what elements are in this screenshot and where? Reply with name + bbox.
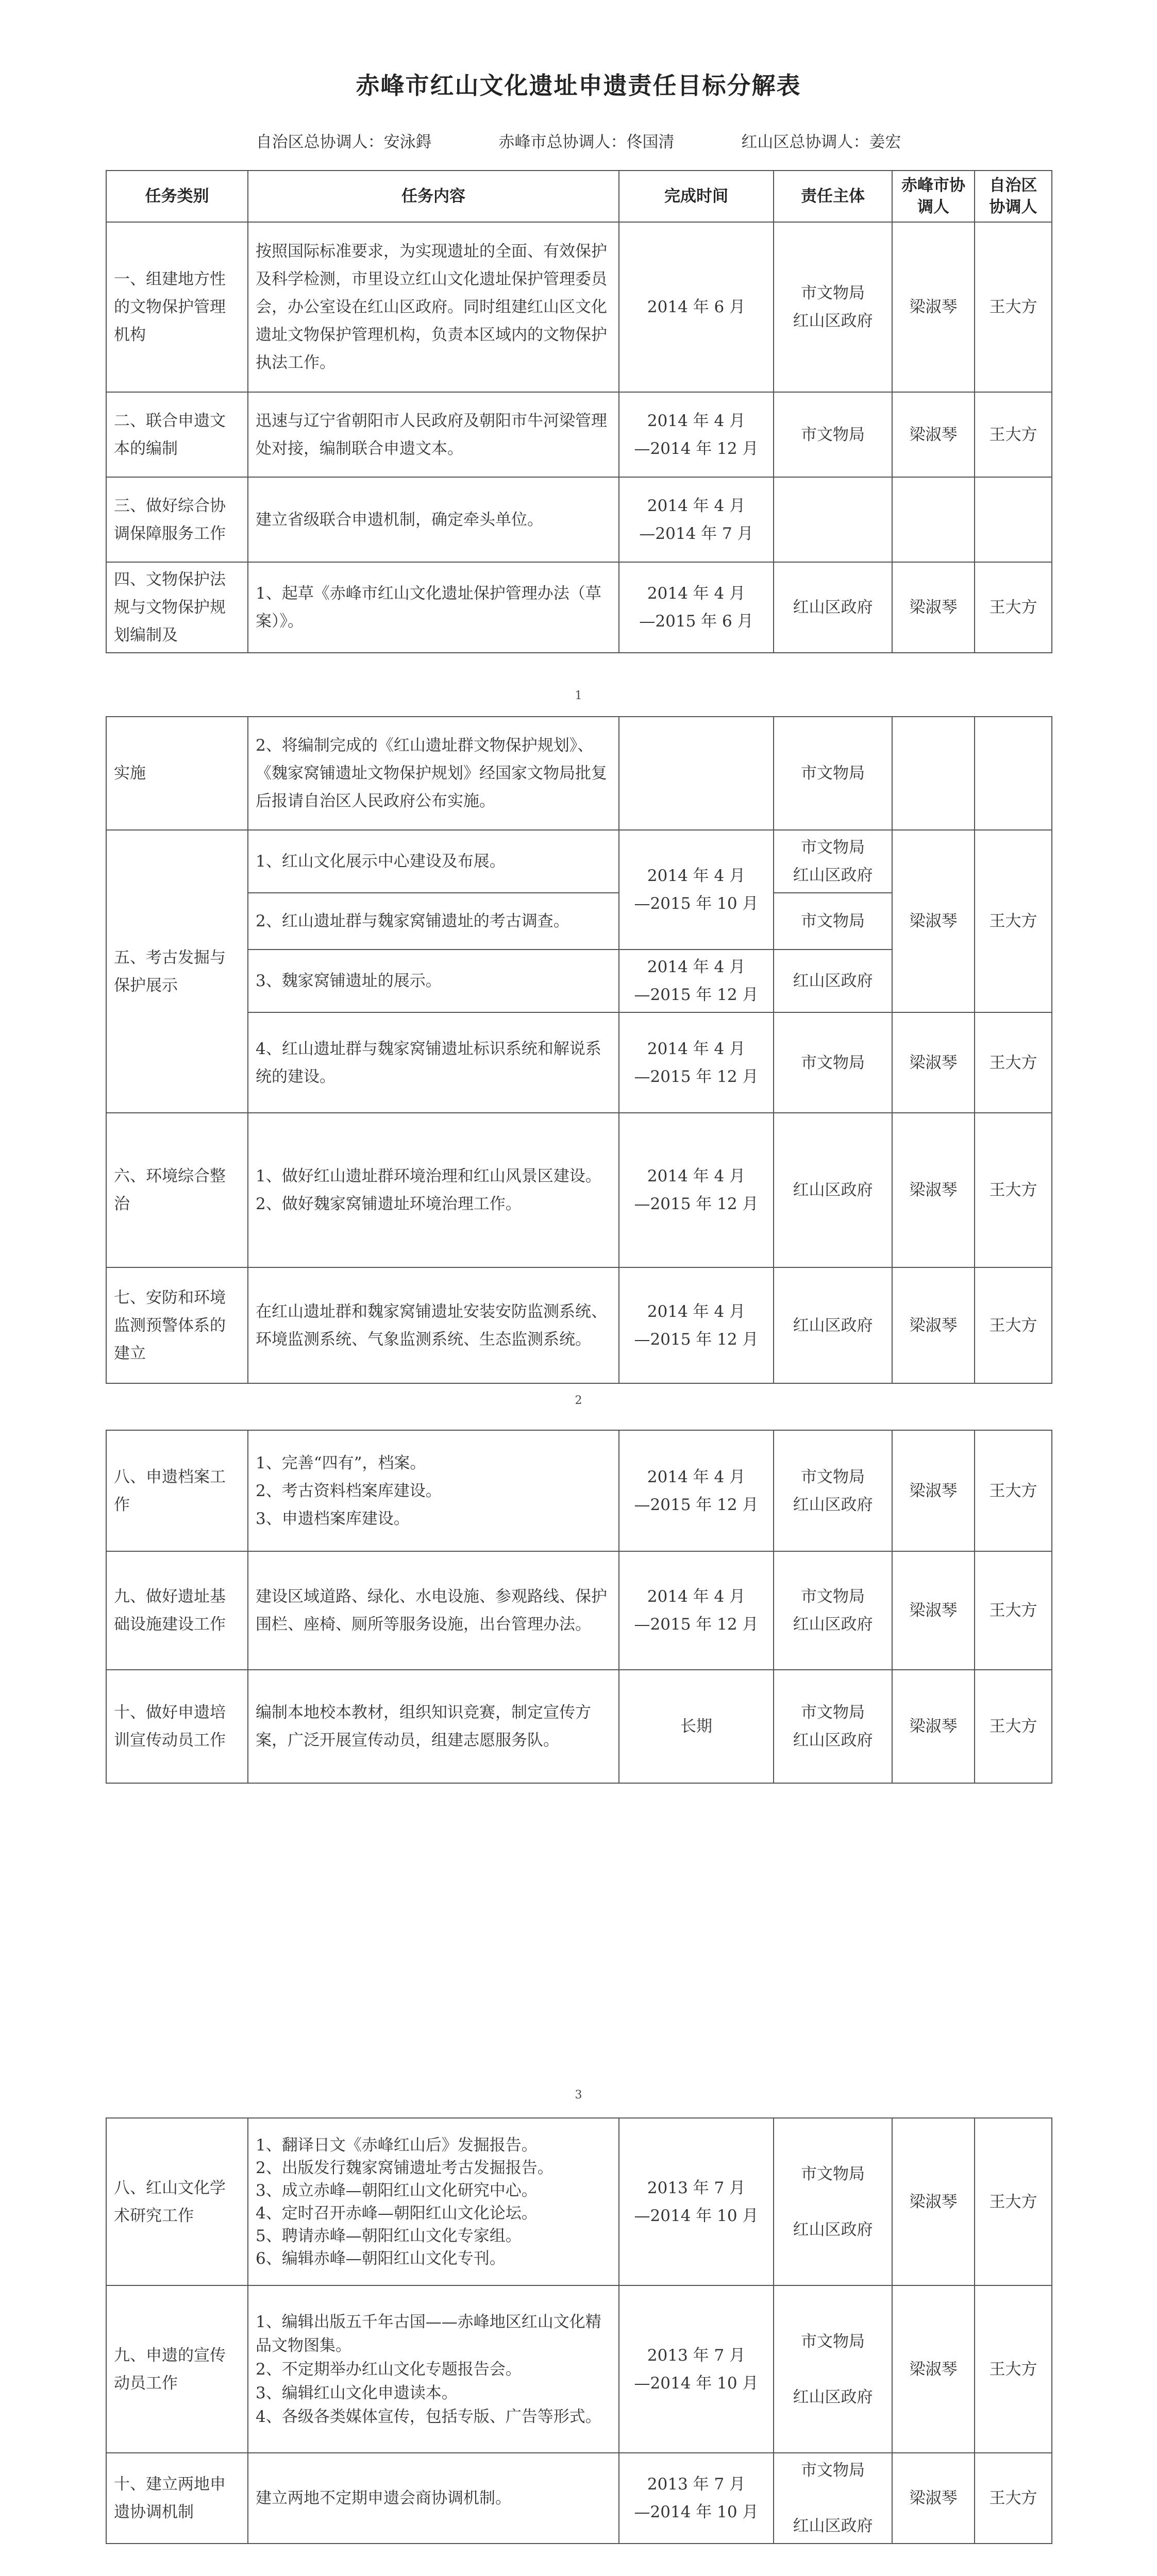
page-number: 1: [575, 689, 582, 702]
task-city-coordinator: 梁淑琴: [892, 2118, 975, 2285]
task-content: 1、编辑出版五千年古国——赤峰地区红山文化精品文物图集。 2、不定期举办红山文化专题报告会。 3、编辑红山文化申遗读本。 4、各级各类媒体宣传，包括专版、广告等形式。: [248, 2285, 619, 2453]
task-content: [248, 1113, 619, 1267]
task-content: 建设区域道路、绿化、水电设施、参观路线、保护围栏、座椅、厕所等服务设施，出台管理办法。: [248, 1551, 619, 1670]
task-content: 4、红山遗址群与魏家窝铺遗址标识系统和解说系统的建设。: [248, 1012, 619, 1113]
table-row: [106, 2285, 1052, 2453]
region-coordinator: 自治区总协调人：安泳鍀: [256, 133, 432, 151]
task-table-page-2: [106, 716, 1052, 1384]
task-responsible: 红山区政府: [774, 1113, 892, 1267]
task-category: 四、文物保护法规与文物保护规划编制及: [106, 562, 248, 653]
task-region-coordinator: 王大方: [975, 2118, 1052, 2285]
task-responsible: 红山区政府: [774, 950, 892, 1012]
task-responsible: 市文物局: [774, 1012, 892, 1113]
table-row: [106, 477, 1052, 562]
header-time: 完成时间: [619, 171, 774, 222]
task-content: 2、红山遗址群与魏家窝铺遗址的考古调查。: [248, 893, 619, 950]
task-content: 迅速与辽宁省朝阳市人民政府及朝阳市牛河梁管理处对接，编制联合申遗文本。: [248, 392, 619, 477]
city-coordinator: 赤峰市总协调人：佟国清: [498, 133, 675, 151]
table-row: [106, 1670, 1052, 1783]
task-table-page-3: [106, 1430, 1052, 1784]
header-responsible: 责任主体: [774, 171, 892, 222]
table-row: [106, 1113, 1052, 1267]
task-content: 在红山遗址群和魏家窝铺遗址安装安防监测系统、环境监测系统、气象监测系统、生态监测系统。: [248, 1267, 619, 1383]
page-number: 3: [575, 2089, 582, 2102]
task-table-page-1: [106, 170, 1052, 653]
header-category: 任务类别: [106, 171, 248, 222]
task-category: 六、环境综合整治: [106, 1113, 248, 1267]
task-time: 2014 年 4 月 —2015 年 12 月: [619, 1012, 774, 1113]
task-responsible: 红山区政府: [774, 1267, 892, 1383]
task-content: 3、魏家窝铺遗址的展示。: [248, 950, 619, 1012]
table-row: [106, 717, 1052, 830]
task-region-coordinator: [975, 477, 1052, 562]
task-table-page-4: [106, 2117, 1052, 2544]
header-content: 任务内容: [248, 171, 619, 222]
task-responsible: 市文物局: [774, 717, 892, 830]
district-coordinator: 红山区总协调人：姜宏: [741, 133, 901, 151]
task-category: 八、申遗档案工作: [106, 1430, 248, 1551]
task-time: 2013 年 7 月 —2014 年 10 月: [619, 2453, 774, 2544]
task-time: [619, 717, 774, 830]
table-row: [106, 1267, 1052, 1383]
task-region-coordinator: 王大方: [975, 1267, 1052, 1383]
task-city-coordinator: [892, 477, 975, 562]
table-row: [106, 1012, 1052, 1113]
task-city-coordinator: 梁淑琴: [892, 1267, 975, 1383]
table-row: [106, 392, 1052, 477]
task-category: 七、安防和环境监测预警体系的建立: [106, 1267, 248, 1383]
task-city-coordinator: [892, 717, 975, 830]
task-city-coordinator: 梁淑琴: [892, 2453, 975, 2544]
task-time: 2014 年 4 月 —2014 年 12 月: [619, 392, 774, 477]
task-responsible: 红山区政府: [774, 562, 892, 653]
task-city-coordinator: 梁淑琴: [892, 830, 975, 1012]
task-content: 1、起草《赤峰市红山文化遗址保护管理办法（草案）》。: [248, 562, 619, 653]
table-header-row: [106, 171, 1052, 222]
task-time: 2014 年 4 月 —2015 年 6 月: [619, 562, 774, 653]
task-region-coordinator: 王大方: [975, 562, 1052, 653]
task-content: 建立省级联合申遗机制，确定牵头单位。: [248, 477, 619, 562]
task-region-coordinator: 王大方: [975, 1113, 1052, 1267]
task-city-coordinator: 梁淑琴: [892, 2285, 975, 2453]
task-region-coordinator: 王大方: [975, 2285, 1052, 2453]
task-responsible: 市文物局: [774, 392, 892, 477]
task-responsible: [774, 477, 892, 562]
task-region-coordinator: 王大方: [975, 1430, 1052, 1551]
task-responsible: 市文物局 红山区政府: [774, 222, 892, 392]
task-city-coordinator: 梁淑琴: [892, 1551, 975, 1670]
task-content: 编制本地校本教材，组织知识竞赛，制定宣传方案，广泛开展宣传动员，组建志愿服务队。: [248, 1670, 619, 1783]
task-content: 2、将编制完成的《红山遗址群文物保护规划》、《魏家窝铺遗址文物保护规划》经国家文物局批复后报请自治区人民政府公布实施。: [248, 717, 619, 830]
task-region-coordinator: 王大方: [975, 1012, 1052, 1113]
task-city-coordinator: 梁淑琴: [892, 1113, 975, 1267]
task-responsible: 市文物局: [774, 893, 892, 950]
task-category: 九、做好遗址基础设施建设工作: [106, 1551, 248, 1670]
table-row: [106, 562, 1052, 653]
task-time: 2014 年 4 月 —2015 年 12 月: [619, 1551, 774, 1670]
task-time: 2014 年 4 月 —2015 年 12 月: [619, 1267, 774, 1383]
table-row: [106, 830, 1052, 893]
task-region-coordinator: [975, 717, 1052, 830]
task-region-coordinator: 王大方: [975, 1670, 1052, 1783]
task-region-coordinator: 王大方: [975, 2453, 1052, 2544]
document-title: 赤峰市红山文化遗址申遗责任目标分解表: [356, 72, 801, 99]
task-city-coordinator: 梁淑琴: [892, 1430, 975, 1551]
task-category: 十、做好申遗培训宣传动员工作: [106, 1670, 248, 1783]
table-row: [106, 1551, 1052, 1670]
task-time: 2014 年 6 月: [619, 222, 774, 392]
task-city-coordinator: 梁淑琴: [892, 222, 975, 392]
task-time: 长期: [619, 1670, 774, 1783]
task-region-coordinator: 王大方: [975, 830, 1052, 1012]
task-responsible: 市文物局 红山区政府: [774, 1670, 892, 1783]
task-city-coordinator: 梁淑琴: [892, 1670, 975, 1783]
task-time: 2013 年 7 月 —2014 年 10 月: [619, 2285, 774, 2453]
task-category: 八、红山文化学术研究工作: [106, 2118, 248, 2285]
task-category: 九、申遗的宣传动员工作: [106, 2285, 248, 2453]
task-city-coordinator: 梁淑琴: [892, 1012, 975, 1113]
coordinators-line: [0, 129, 1157, 152]
task-responsible: 市文物局 红山区政府: [774, 830, 892, 893]
table-row: [106, 222, 1052, 392]
task-time: 2013 年 7 月 —2014 年 10 月: [619, 2118, 774, 2285]
header-region-coordinator: 自治区协调人: [975, 171, 1052, 222]
task-content: 1、红山文化展示中心建设及布展。: [248, 830, 619, 893]
task-category: 二、联合申遗文本的编制: [106, 392, 248, 477]
page-number: 2: [575, 1394, 582, 1407]
table-row: [106, 1430, 1052, 1551]
task-time: 2014 年 4 月 —2015 年 12 月: [619, 950, 774, 1012]
task-content: 按照国际标准要求，为实现遗址的全面、有效保护及科学检测，市里设立红山文化遗址保护管理委员会，办公室设在红山区政府。同时组建红山区文化遗址文物保护管理机构，负责本区域内的文物保护执法工作。: [248, 222, 619, 392]
task-region-coordinator: 王大方: [975, 222, 1052, 392]
task-responsible: 市文物局 红山区政府: [774, 2118, 892, 2285]
task-category: 实施: [106, 717, 248, 830]
task-category: 十、建立两地申遗协调机制: [106, 2453, 248, 2544]
task-time: 2014 年 4 月 —2015 年 12 月: [619, 1430, 774, 1551]
task-responsible: 市文物局 红山区政府: [774, 2285, 892, 2453]
task-time: 2014 年 4 月 —2015 年 10 月: [619, 830, 774, 950]
task-content-item: 2、做好魏家窝铺遗址环境治理工作。: [256, 1195, 522, 1213]
task-responsible: 市文物局 红山区政府: [774, 1551, 892, 1670]
task-content: 建立两地不定期申遗会商协调机制。: [248, 2453, 619, 2544]
task-category: 三、做好综合协调保障服务工作: [106, 477, 248, 562]
task-responsible: 市文物局 红山区政府: [774, 1430, 892, 1551]
task-responsible: 市文物局 红山区政府: [774, 2453, 892, 2544]
table-row: [106, 2453, 1052, 2544]
task-content: 1、翻译日文《赤峰红山后》发掘报告。 2、出版发行魏家窝铺遗址考古发掘报告。 3、成立赤峰—朝阳红山文化研究中心。 4、定时召开赤峰—朝阳红山文化论坛。 5、聘请赤峰—朝阳红山文化专家组。 6、编辑赤峰—朝阳红山文化专刊。: [248, 2118, 619, 2285]
task-time: 2014 年 4 月 —2015 年 12 月: [619, 1113, 774, 1267]
task-city-coordinator: 梁淑琴: [892, 392, 975, 477]
task-region-coordinator: 王大方: [975, 1551, 1052, 1670]
header-city-coordinator: 赤峰市协调人: [892, 171, 975, 222]
task-category: 一、组建地方性的文物保护管理机构: [106, 222, 248, 392]
task-category: 五、考古发掘与保护展示: [106, 830, 248, 1113]
task-content: 1、完善“四有”，档案。 2、考古资料档案库建设。 3、申遗档案库建设。: [248, 1430, 619, 1551]
task-region-coordinator: 王大方: [975, 392, 1052, 477]
table-row: [106, 2118, 1052, 2285]
task-city-coordinator: 梁淑琴: [892, 562, 975, 653]
task-content-item: 1、做好红山遗址群环境治理和红山风景区建设。: [256, 1167, 601, 1185]
task-time: 2014 年 4 月 —2014 年 7 月: [619, 477, 774, 562]
